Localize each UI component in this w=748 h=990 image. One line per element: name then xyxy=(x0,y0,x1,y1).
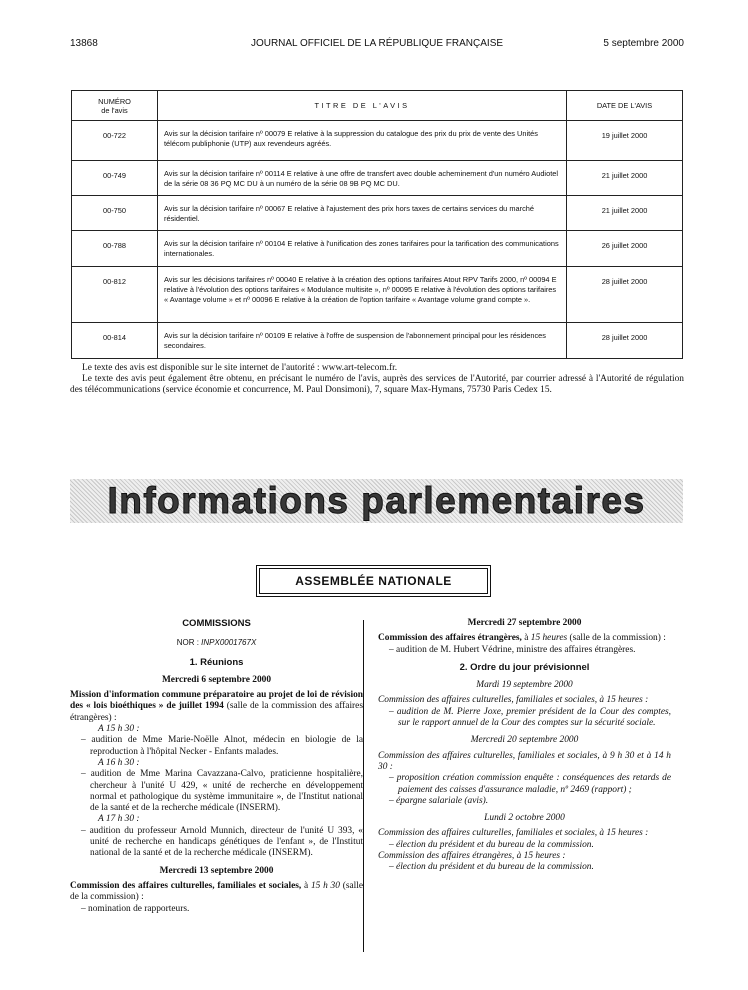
column-header-number-line1: NUMÉRO xyxy=(98,96,131,106)
table-header-row xyxy=(72,91,683,121)
avis-number: 00-788 xyxy=(72,231,158,267)
mission-name: Mission d'information commune préparatoire au projet de loi de révision des « lois bioéthiques » de juillet 1994 xyxy=(70,690,363,712)
page-number: 13868 xyxy=(70,38,98,49)
commission-name: Commission des affaires étrangères, xyxy=(378,633,522,644)
agenda-item: – élection du président et du bureau de la commission. xyxy=(389,862,594,873)
commission-paragraph xyxy=(70,881,363,904)
right-column xyxy=(378,618,671,874)
commission-location: (salle de la commission) : xyxy=(70,880,363,903)
column-header-date: DATE DE L'AVIS xyxy=(567,91,683,121)
table-row xyxy=(72,196,683,231)
mission-location: (salle de la commission des affaires étrangères) : xyxy=(70,701,363,723)
banner-title: Informations parlementaires xyxy=(107,480,646,521)
commission-name: Commission des affaires culturelles, familiales et sociales, xyxy=(70,880,302,891)
table-row xyxy=(72,161,683,196)
section-reunions: 1. Réunions xyxy=(189,656,244,668)
commission-connector: à xyxy=(521,633,531,644)
commissions-heading: COMMISSIONS xyxy=(182,618,251,629)
section-banner xyxy=(70,479,683,523)
avis-date: 28 juillet 2000 xyxy=(567,267,683,323)
notes xyxy=(70,363,684,396)
commission-paragraph: Commission des affaires culturelles, familiales et sociales, à 9 h 30 et à 14 h 30 : xyxy=(378,750,671,772)
column-header-number-line2: de l'avis xyxy=(101,105,128,115)
avis-number: 00-812 xyxy=(72,267,158,323)
commission-time: 15 h 30 xyxy=(310,880,340,891)
mission-paragraph xyxy=(70,690,363,724)
nor-reference xyxy=(70,637,363,648)
agenda-item: – audition du professeur Arnold Munnich, directeur de l'unité U 393, « unité de recherche en handicaps génétiques de l'enfant », de l'Institut national de la santé et de la recherche médicale (INSERM). xyxy=(81,825,363,859)
note-website: Le texte des avis est disponible sur le site internet de l'autorité : www.art-telecom.fr. xyxy=(82,363,398,373)
nor-label: NOR : xyxy=(176,638,202,648)
table-row xyxy=(72,267,683,323)
agenda-item: – épargne salariale (avis). xyxy=(389,795,489,806)
avis-date: 21 juillet 2000 xyxy=(567,161,683,196)
commission-time: 15 heures xyxy=(530,633,568,644)
date-heading: Mardi 19 septembre 2000 xyxy=(476,680,573,691)
avis-title: Avis sur la décision tarifaire nº 00067 E relative à l'ajustement des prix hors taxes de certains services du marché résidentiel. xyxy=(158,196,567,231)
avis-date: 26 juillet 2000 xyxy=(567,231,683,267)
time-heading: A 15 h 30 : xyxy=(98,724,140,735)
agenda-item: – audition de M. Pierre Joxe, premier président de la Cour des comptes, sur le rapport annuel de la Cour des comptes sur la sécurité sociale. xyxy=(389,706,671,729)
avis-number: 00-750 xyxy=(72,196,158,231)
agenda-item: – audition de Mme Marie-Noëlle Alnot, médecin en biologie de la reproduction à l'hôpital Necker - Enfants malades. xyxy=(81,735,363,757)
commission-location: (salle de la commission) : xyxy=(567,633,666,644)
column-header-title: TITRE DE L'AVIS xyxy=(158,91,567,121)
avis-number: 00-749 xyxy=(72,161,158,196)
avis-table xyxy=(71,90,683,359)
running-header xyxy=(70,38,684,54)
avis-title: Avis sur la décision tarifaire nº 00079 E relative à la suppression du catalogue des prix du prix de vente des Unités télécom publiphonie (UTP) aux revendeurs agréés. xyxy=(158,121,567,161)
issue-date: 5 septembre 2000 xyxy=(603,38,684,49)
commission-paragraph: Commission des affaires culturelles, familiales et sociales, à 15 heures : xyxy=(378,828,649,839)
agenda-item: – audition de Mme Marina Cavazzana-Calvo, praticienne hospitalière, chercheur à l'unité U 429, « unité de recherche en développement normal et pathologique du système immunitaire », de l'Institut national de la santé et de la recherche médicale (INSERM). xyxy=(81,769,363,814)
avis-title: Avis sur la décision tarifaire nº 00109 E relative à l'offre de suspension de l'abonnement principal pour les résidences secondaires. xyxy=(158,323,567,359)
date-heading: Mercredi 6 septembre 2000 xyxy=(161,674,272,685)
left-column xyxy=(70,618,363,915)
commission-paragraph: Commission des affaires culturelles, familiales et sociales, à 15 heures : xyxy=(378,695,649,706)
date-heading: Lundi 2 octobre 2000 xyxy=(484,813,565,824)
column-divider xyxy=(363,620,364,952)
commission-paragraph: Commission des affaires étrangères, à 15 heures : xyxy=(378,851,566,862)
table-row xyxy=(72,121,683,161)
commission-connector: à xyxy=(301,880,311,891)
column-header-number xyxy=(72,91,158,121)
agenda-item: – élection du président et du bureau de la commission. xyxy=(389,839,594,850)
note-postal: Le texte des avis peut également être obtenu, en précisant le numéro de l'avis, auprès des services de l'Autorité, par courrier adressé à l'Autorité de régulation des télécommunications (service économie et concurrence, M. Paul Donsimoni), 7, square Max-Hymans, 75730 Paris Cedex 15. xyxy=(70,374,684,395)
avis-title: Avis sur la décision tarifaire nº 00104 E relative à l'unification des zones tarifaires pour la tarification des communications internationales. xyxy=(158,231,567,267)
avis-date: 19 juillet 2000 xyxy=(567,121,683,161)
time-heading: A 17 h 30 : xyxy=(98,814,140,825)
avis-number: 00-814 xyxy=(72,323,158,359)
table-row xyxy=(72,231,683,267)
date-heading: Mercredi 13 septembre 2000 xyxy=(159,865,274,876)
agenda-item: – audition de M. Hubert Védrine, ministre des affaires étrangères. xyxy=(389,644,636,655)
commission-paragraph xyxy=(378,633,671,644)
section-ordre-du-jour: 2. Ordre du jour prévisionnel xyxy=(459,661,590,673)
avis-date: 28 juillet 2000 xyxy=(567,323,683,359)
agenda-item: – proposition création commission enquête : conséquences des retards de paiement des caisses d'assurance maladie, nº 2469 (rapport) ; xyxy=(389,773,671,795)
avis-date: 21 juillet 2000 xyxy=(567,196,683,231)
avis-title: Avis sur la décision tarifaire nº 00114 E relative à une offre de transfert avec double acheminement d'un numéro Audiotel de la série 08 36 PQ MC DU à un numéro de la série 08 9B PQ MC DU. xyxy=(158,161,567,196)
date-heading: Mercredi 27 septembre 2000 xyxy=(467,618,582,628)
avis-number: 00-722 xyxy=(72,121,158,161)
assembly-title-box xyxy=(259,568,488,594)
assembly-title: ASSEMBLÉE NATIONALE xyxy=(295,574,452,588)
time-heading: A 16 h 30 : xyxy=(98,757,140,768)
nor-value: INPX0001767X xyxy=(201,638,257,648)
avis-title: Avis sur les décisions tarifaires nº 00040 E relative à la création des options tarifaires Atout RPV Tarifs 2000, nº 00094 E relative à l'évolution des options tarifaires « Modulance multisite », nº 00095 E relative à l'évolution des options tarifaires « Avantage volume » et nº 00096 E relative à la création de l'option tarifaire « Avantage volume grand compte ». xyxy=(158,267,567,323)
agenda-item: – nomination de rapporteurs. xyxy=(81,903,190,914)
date-heading: Mercredi 20 septembre 2000 xyxy=(470,735,579,746)
journal-title: JOURNAL OFFICIEL DE LA RÉPUBLIQUE FRANÇAISE xyxy=(250,38,504,49)
table-row xyxy=(72,323,683,359)
